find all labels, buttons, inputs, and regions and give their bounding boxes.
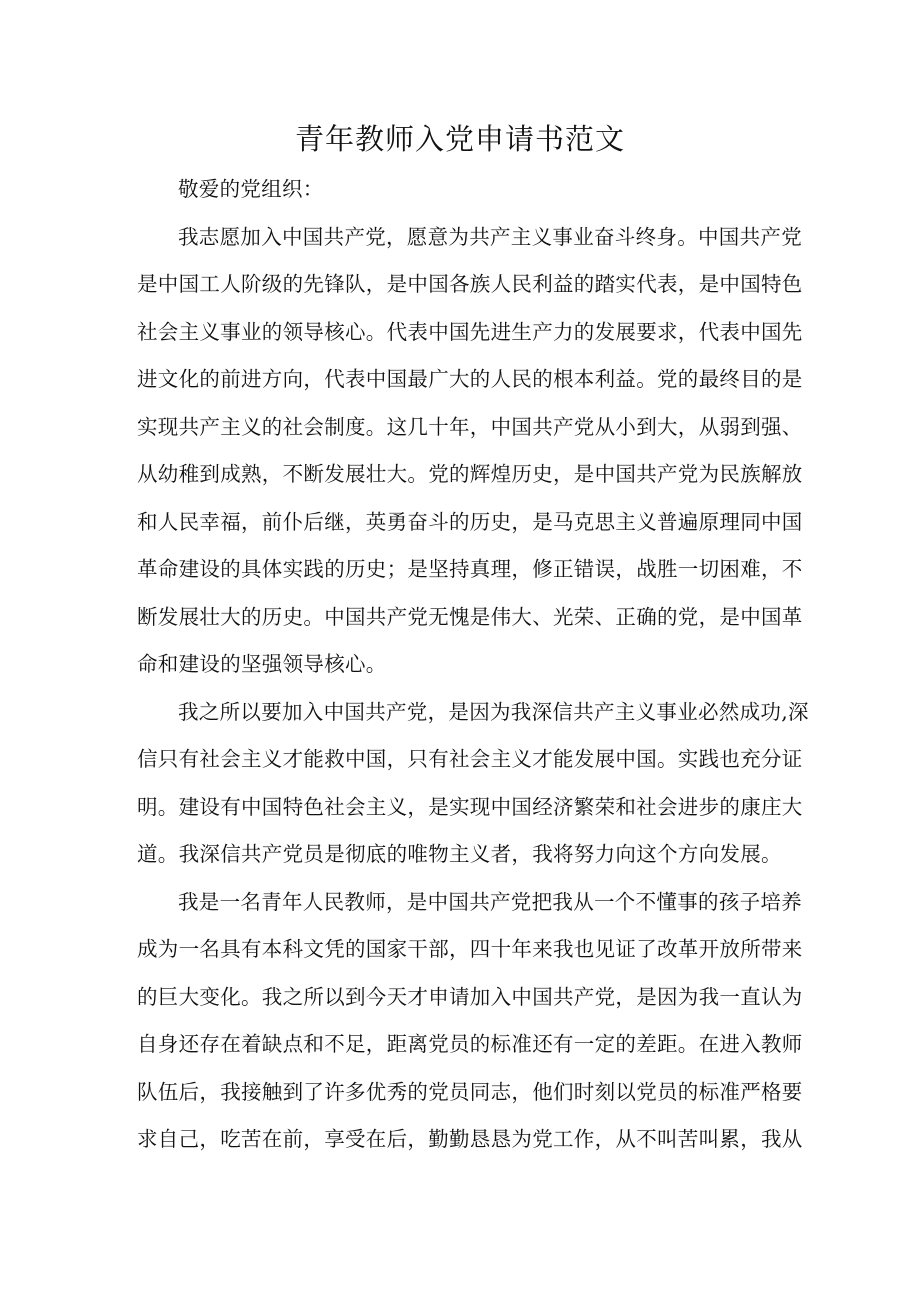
paragraph-line: 自身还存在着缺点和不足，距离党员的标准还有一定的差距。在进入教师 — [137, 1032, 803, 1056]
paragraph-line: 求自己，吃苦在前，享受在后，勤勤恳恳为党工作，从不叫苦叫累，我从 — [137, 1127, 803, 1151]
paragraph-3 — [137, 879, 803, 1164]
paragraph-line: 革命建设的具体实践的历史；是坚持真理，修正错误，战胜一切困难，不 — [137, 557, 803, 581]
paragraph-line: 信只有社会主义才能救中国，只有社会主义才能发展中国。实践也充分证 — [137, 747, 803, 771]
paragraph-line: 我是一名青年人民教师，是中国共产党把我从一个不懂事的孩子培养 — [178, 889, 802, 914]
paragraph-line: 命和建设的坚强领导核心。 — [137, 652, 387, 676]
paragraph-line: 成为一名具有本科文凭的国家干部，四十年来我也见证了改革开放所带来 — [137, 937, 803, 961]
paragraph-line: 是中国工人阶级的先锋队，是中国各族人民利益的踏实代表，是中国特色 — [137, 272, 803, 296]
paragraph-line: 和人民幸福，前仆后继，英勇奋斗的历史，是马克思主义普遍原理同中国 — [137, 509, 803, 534]
document-body — [137, 166, 809, 1164]
salutation: 敬爱的党组织： — [178, 177, 324, 201]
paragraph-line: 明。建设有中国特色社会主义，是实现中国经济繁荣和社会进步的康庄大 — [137, 794, 803, 819]
paragraph-line: 实现共产主义的社会制度。这几十年，中国共产党从小到大，从弱到强、 — [137, 414, 803, 439]
paragraph-line: 我之所以要加入中国共产党，是因为我深信共产主义事业必然成功,深 — [178, 699, 809, 724]
paragraph-line: 我志愿加入中国共产党，愿意为共产主义事业奋斗终身。中国共产党 — [178, 224, 802, 249]
paragraph-line: 社会主义事业的领导核心。代表中国先进生产力的发展要求，代表中国先 — [137, 319, 803, 344]
paragraph-line: 道。我深信共产党员是彻底的唯物主义者，我将努力向这个方向发展。 — [137, 842, 782, 866]
paragraph-1 — [137, 214, 803, 689]
document-title: 青年教师入党申请书范文 — [294, 122, 625, 156]
paragraph-2 — [137, 689, 809, 879]
paragraph-line: 进文化的前进方向，代表中国最广大的人民的根本利益。党的最终目的是 — [137, 367, 803, 391]
paragraph-line: 从幼稚到成熟，不断发展壮大。党的辉煌历史，是中国共产党为民族解放 — [137, 462, 803, 486]
paragraph-line: 队伍后，我接触到了许多优秀的党员同志，他们时刻以党员的标准严格要 — [137, 1079, 803, 1104]
paragraph-line: 断发展壮大的历史。中国共产党无愧是伟大、光荣、正确的党，是中国革 — [137, 604, 803, 629]
paragraph-line: 的巨大变化。我之所以到今天才申请加入中国共产党，是因为我一直认为 — [137, 984, 803, 1009]
